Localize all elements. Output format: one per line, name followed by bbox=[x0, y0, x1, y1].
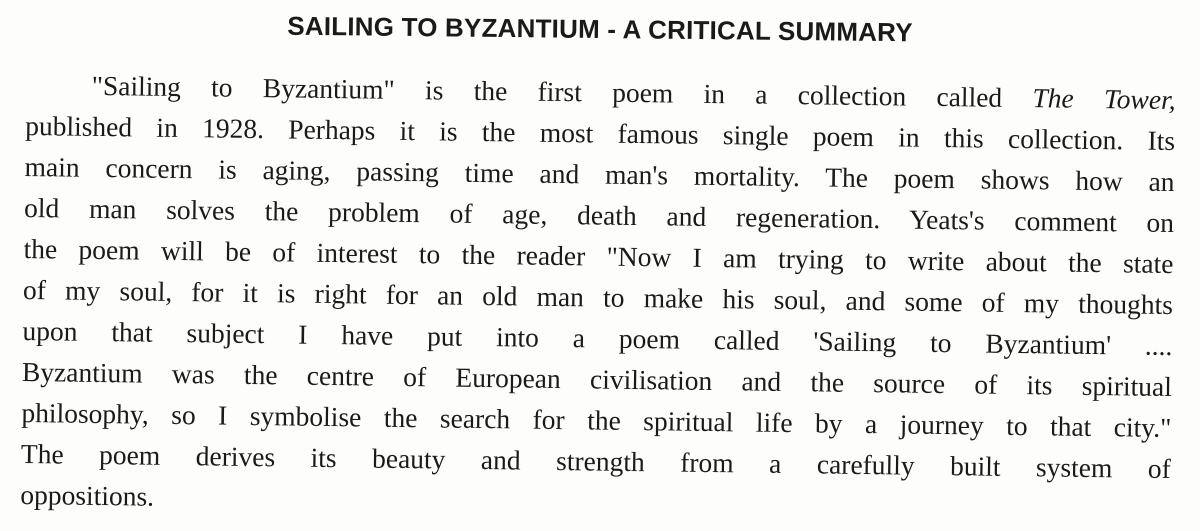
text-line: main concern is aging, passing time and man's mortality. The poem shows how an bbox=[24, 150, 1175, 198]
summary-paragraph bbox=[20, 64, 1176, 530]
text-line: upon that subject I have put into a poem called 'Sailing to Byzantium' .... bbox=[22, 314, 1173, 362]
text-line: Byzantium was the centre of European civilisation and the source of its spiritual bbox=[21, 355, 1173, 403]
text-line: published in 1928. Perhaps it is the most famous single poem in this collection. Its bbox=[24, 109, 1176, 157]
text-line: the poem will be of interest to the reader "Now I am trying to write about the state bbox=[23, 232, 1174, 280]
text-line: of my soul, for it is right for an old man to make his soul, and some of my thoughts bbox=[22, 273, 1174, 321]
book-title: The Tower, bbox=[1032, 82, 1176, 116]
text-line: oppositions. bbox=[20, 478, 155, 512]
text-line: The poem derives its beauty and strength from a carefully built system of bbox=[20, 437, 1172, 485]
text-line: old man solves the problem of age, death and regeneration. Yeats's comment on bbox=[23, 191, 1175, 239]
text-line: philosophy, so I symbolise the search for the spiritual life by a journey to that city." bbox=[21, 396, 1172, 444]
page-title: SAILING TO BYZANTIUM - A CRITICAL SUMMARY bbox=[287, 10, 913, 48]
text-line-content: "Sailing to Byzantium" is the first poem in a collection called bbox=[91, 69, 1003, 113]
